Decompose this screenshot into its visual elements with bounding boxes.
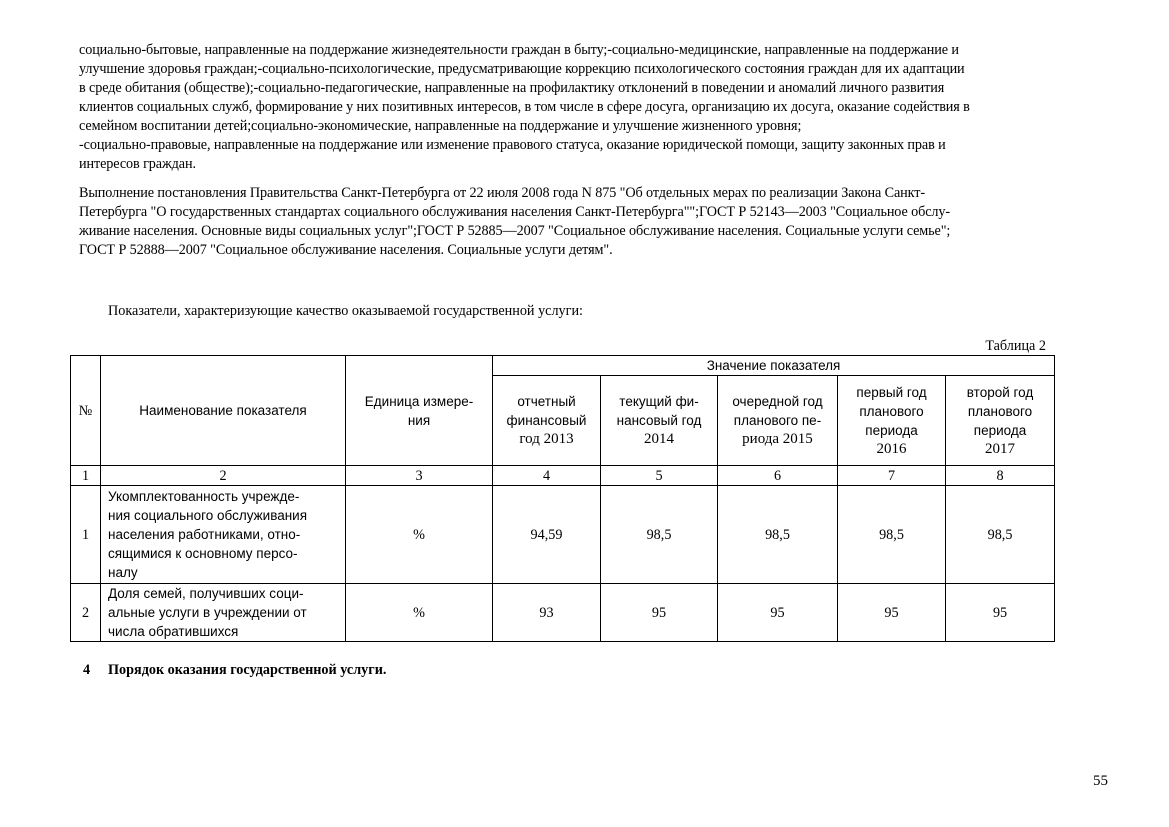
- value-cell: 98,5: [601, 486, 718, 584]
- column-number: 2: [101, 466, 346, 486]
- text-line: ГОСТ Р 52888—2007 "Социальное обслуживание населения. Социальные услуги детям".: [79, 242, 613, 258]
- value-cell: 95: [601, 584, 718, 642]
- header-num: №: [71, 356, 101, 466]
- indicator-name-line: альные услуги в учреждении от: [108, 605, 307, 620]
- column-number-row: [71, 466, 1055, 486]
- value-cell: 95: [718, 584, 838, 642]
- column-number: 8: [946, 466, 1055, 486]
- value-cell: 98,5: [718, 486, 838, 584]
- indicator-name-line: ния социального обслуживания: [108, 508, 308, 523]
- header-line: 2016: [876, 440, 907, 457]
- header-col-2017: [946, 376, 1055, 466]
- header-line: периода: [865, 422, 918, 438]
- indicator-name-line: Доля семей, получивших соци-: [108, 586, 304, 601]
- header-line: 2017: [985, 440, 1016, 457]
- column-number: 6: [718, 466, 838, 486]
- header-line: отчетный: [517, 394, 576, 409]
- header-line: планового: [859, 403, 924, 419]
- header-line: финансовый: [506, 413, 587, 428]
- unit-cell: %: [346, 486, 493, 584]
- header-unit: [346, 356, 493, 466]
- column-number: 7: [838, 466, 946, 486]
- header-col-2014: [601, 376, 718, 466]
- header-unit-line: Единица измере-: [364, 393, 474, 409]
- indicator-name-line: Укомплектованность учрежде-: [108, 489, 300, 504]
- value-cell: 98,5: [946, 486, 1055, 584]
- quality-indicators-table: [70, 355, 1055, 642]
- section-title: Порядок оказания государственной услуги.: [108, 662, 387, 678]
- page-number: 55: [1093, 773, 1108, 789]
- text-line: в среде обитания (обществе);-социально-педагогические, направленные на профилактику отклонений в поведении и аномалий личного развития: [79, 80, 945, 96]
- text-line: интересов граждан.: [79, 156, 196, 172]
- text-line: клиентов социальных служб, формирование у них позитивных интересов, в том числе в сфере досуга, организацию их досуга, оказание содействия в: [79, 99, 970, 115]
- row-number: 1: [71, 486, 101, 584]
- header-line: нансовый год: [616, 413, 702, 428]
- header-line: 2014: [644, 431, 674, 447]
- text-line: социально-бытовые, направленные на поддержание жизнедеятельности граждан в быту;-социально-медицинские, направленные на поддержание и: [79, 42, 959, 58]
- column-number: 1: [71, 466, 101, 486]
- value-cell: 95: [838, 584, 946, 642]
- text-line: Петербурга "О государственных стандартах социального обслуживания населения Санкт-Петербурга"";ГОСТ Р 52143—2003 "Социальное обслу-: [79, 204, 951, 220]
- text-line: живание населения. Основные виды социальных услуг";ГОСТ Р 52885—2007 "Социальное обслуживание населения. Социальные услуги семье";: [79, 223, 951, 239]
- header-col-2015: [718, 376, 838, 466]
- header-line: текущий фи-: [619, 394, 699, 409]
- regulation-paragraph: [79, 184, 1151, 260]
- text-line: улучшение здоровья граждан;-социально-психологические, предусматривающие коррекцию психологического состояния граждан для их адаптации: [79, 61, 965, 77]
- table-row: [71, 584, 1055, 642]
- header-col-2013: [493, 376, 601, 466]
- header-line: планового: [967, 403, 1033, 419]
- value-cell: 95: [946, 584, 1055, 642]
- text-line: Выполнение постановления Правительства Санкт-Петербурга от 22 июля 2008 года N 875 "Об отдельных мерах по реализации Закона Санкт-: [79, 185, 926, 201]
- header-line: год 2013: [519, 431, 574, 447]
- text-line: -социально-правовые, направленные на поддержание или изменение правового статуса, оказание юридической помощи, защиту законных прав и: [79, 137, 946, 153]
- indicator-name: [101, 486, 346, 584]
- row-number: 2: [71, 584, 101, 642]
- column-number: 3: [346, 466, 493, 486]
- header-line: риода 2015: [742, 431, 813, 447]
- header-line: очередной год: [732, 394, 823, 409]
- column-number: 4: [493, 466, 601, 486]
- section-number: 4: [83, 662, 91, 678]
- table-row: [71, 486, 1055, 584]
- value-cell: 93: [493, 584, 601, 642]
- table-header-row: [71, 356, 1055, 376]
- section-heading: [83, 661, 386, 680]
- indicator-name-line: сящимися к основному персо-: [108, 546, 298, 561]
- indicator-name-line: числа обратившихся: [108, 624, 239, 639]
- header-value-group: Значение показателя: [493, 356, 1055, 376]
- value-cell: 94,59: [493, 486, 601, 584]
- header-line: планового пе-: [733, 413, 822, 428]
- header-indicator-name: Наименование показателя: [101, 356, 346, 466]
- value-cell: 98,5: [838, 486, 946, 584]
- social-services-paragraph: [79, 41, 1151, 174]
- indicator-name-line: налу: [108, 565, 138, 580]
- header-line: периода: [973, 422, 1027, 438]
- table-label: Таблица 2: [985, 338, 1046, 354]
- indicator-name: [101, 584, 346, 642]
- column-number: 5: [601, 466, 718, 486]
- header-unit-line: ния: [407, 412, 431, 428]
- header-line: второй год: [966, 384, 1034, 400]
- text-line: семейном воспитании детей;социально-экономические, направленные на поддержание и улучшение жизненного уровня;: [79, 118, 802, 134]
- header-col-2016: [838, 376, 946, 466]
- header-line: первый год: [856, 384, 927, 400]
- indicator-name-line: населения работниками, отно-: [108, 527, 301, 542]
- indicators-caption: Показатели, характеризующие качество оказываемой государственной услуги:: [108, 303, 583, 319]
- unit-cell: %: [346, 584, 493, 642]
